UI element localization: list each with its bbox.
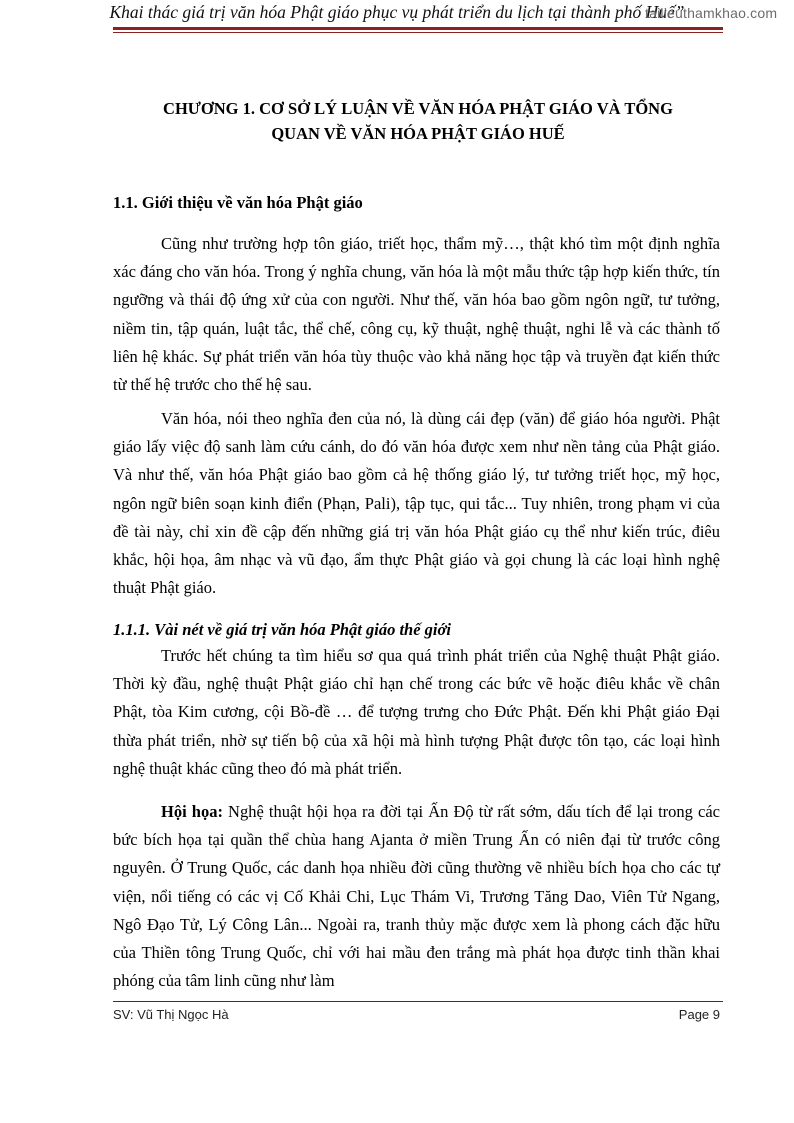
paragraph-4-lead: Hội họa:: [161, 802, 223, 821]
header-rule-thin: [113, 32, 723, 33]
chapter-title: [113, 96, 723, 146]
paragraph-2: Văn hóa, nói theo nghĩa đen của nó, là dùng cái đẹp (văn) để giáo hóa người. Phật giáo lấy việc độ sanh làm cứu cánh, do đó văn hóa được xem như nền tảng của Phật giáo. Và như thế, văn hóa Phật giáo bao gồm cả hệ thống giáo lý, tư tưởng triết học, mỹ học, ngôn ngữ biên soạn kinh điển (Phạn, Pali), tập tục, qui tắc... Tuy nhiên, trong phạm vi của đề tài này, chỉ xin đề cập đến những giá trị văn hóa Phật giáo cụ thể như kiến trúc, điêu khắc, hội họa, âm nhạc và vũ đạo, ẩm thực Phật giáo và gọi chung là các loại hình nghệ thuật Phật giáo.: [113, 409, 720, 598]
paragraph-4-body: Nghệ thuật hội họa ra đời tại Ấn Độ từ rất sớm, dấu tích để lại trong các bức bích họa tại quần thể chùa hang Ajanta ở miền Trung Ấn có niên đại từ trước công nguyên. Ở Trung Quốc, các danh họa nhiều đời cũng thường vẽ nhiều bích họa cho các tự viện, nổi tiếng có các vị Cố Khải Chi, Lục Thám Vi, Trương Tăng Dao, Viên Tử Ngang, Ngô Đạo Tử, Lý Công Lân... Ngoài ra, tranh thủy mặc được xem là phong cách đặc hữu của Thiền tông Trung Quốc, chỉ với hai mầu đen trắng mà phát họa được tinh thần khai phóng của tâm linh cũng như làm: [113, 802, 720, 991]
subsection-heading: 1.1.1. Vài nét về giá trị văn hóa Phật giáo thế giới: [113, 620, 451, 639]
footer-page-number: Page 9: [678, 1007, 720, 1022]
paragraph-3: Trước hết chúng ta tìm hiểu sơ qua quá trình phát triển của Nghệ thuật Phật giáo. Thời kỳ đầu, nghệ thuật Phật giáo chỉ hạn chế trong các bức vẽ hoặc điêu khắc về chân Phật, tòa Kim cương, cội Bồ-đề … để tượng trưng cho Đức Phật. Đến khi Phật giáo Đại thừa phát triển, nhờ sự tiến bộ của xã hội mà hình tượng Phật được tôn tạo, các loại hình nghệ thuật khác cũng theo đó mà phát triển.: [113, 646, 720, 778]
watermark-text: tailieuthamkhao.com: [645, 5, 778, 21]
footer-author: SV: Vũ Thị Ngọc Hà: [113, 1007, 229, 1022]
paragraph-4: [113, 798, 720, 995]
chapter-title-line-1: CHƯƠNG 1. CƠ SỞ LÝ LUẬN VỀ VĂN HÓA PHẬT GIÁO VÀ TỔNG: [163, 99, 673, 118]
header-rule-thick: [113, 27, 723, 30]
running-title: Khai thác giá trị văn hóa Phật giáo phục vụ phát triển du lịch tại thành phố Huế”: [109, 2, 685, 22]
chapter-title-line-2: QUAN VỀ VĂN HÓA PHẬT GIÁO HUẾ: [271, 124, 565, 143]
footer-rule: [113, 1001, 723, 1002]
section-heading: 1.1. Giới thiệu về văn hóa Phật giáo: [113, 193, 363, 212]
paragraph-1: Cũng như trường hợp tôn giáo, triết học, thẩm mỹ…, thật khó tìm một định nghĩa xác đáng cho văn hóa. Trong ý nghĩa chung, văn hóa là một mẫu thức tập hợp kiến thức, tín ngưỡng và thái độ ứng xử của con người. Như thế, văn hóa bao gồm ngôn ngữ, tư tưởng, niềm tin, tập quán, luật tắc, thể chế, công cụ, kỹ thuật, nghệ thuật, nghi lễ và các thành tố liên hệ khác. Sự phát triển văn hóa tùy thuộc vào khả năng học tập và truyền đạt kiến thức từ thế hệ trước cho thế hệ sau.: [113, 234, 720, 395]
